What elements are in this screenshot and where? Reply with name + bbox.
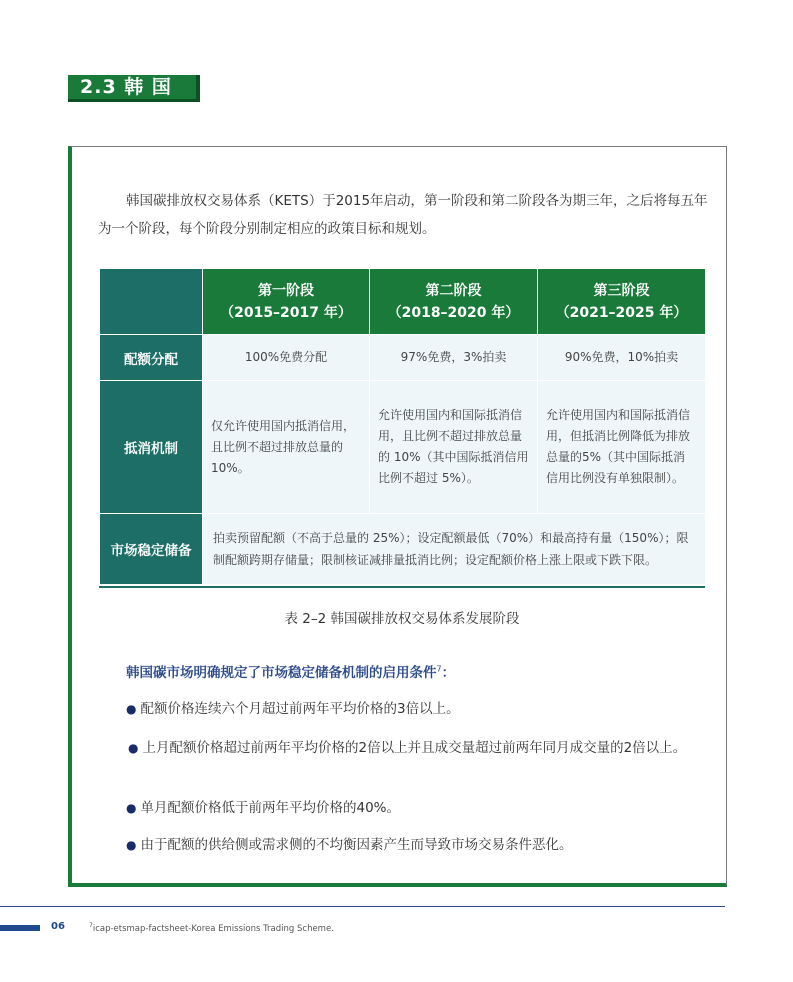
allocation-stage-2: 97%免费，3%拍卖 — [370, 335, 538, 381]
stage-years: （2021–2025 年） — [555, 304, 688, 321]
offset-stage-1: 仅允许使用国内抵消信用，且比例不超过排放总量的10%。 — [203, 381, 370, 514]
condition-item — [126, 696, 696, 723]
stage-header-1 — [203, 269, 370, 335]
conditions-heading — [126, 661, 455, 681]
footer-divider — [0, 906, 725, 907]
offset-stage-2: 允许使用国内和国际抵消信用，且比例不超过排放总量的 10%（其中国际抵消信用比例不超过 5%）。 — [370, 381, 538, 514]
conditions-heading-text: 韩国碳市场明确规定了市场稳定储备机制的启用条件 — [126, 665, 437, 681]
section-heading — [68, 75, 200, 102]
conditions-heading-colon: ： — [441, 665, 456, 681]
footnote-text: icap-etsmap-factsheet-Korea Emissions Trading Scheme. — [92, 923, 334, 934]
table-bottom-rule — [99, 586, 705, 588]
allocation-stage-3: 90%免费，10%拍卖 — [538, 335, 706, 381]
section-title: 2.3 韩 国 — [80, 76, 172, 98]
stage-name: 第一阶段 — [258, 282, 314, 299]
condition-text: 由于配额的供给侧或需求侧的不均衡因素产生而导致市场交易条件恶化。 — [140, 837, 573, 853]
bullet-icon: ● — [126, 801, 137, 815]
condition-text: 单月配额价格低于前两年平均价格的40%。 — [140, 800, 400, 816]
stage-header-3 — [538, 269, 706, 335]
stage-years: （2015–2017 年） — [220, 304, 352, 321]
footnote — [89, 922, 334, 934]
bullet-icon: ● — [128, 741, 139, 755]
row-label-allocation: 配额分配 — [100, 335, 203, 381]
allocation-stage-1: 100%免费分配 — [203, 335, 370, 381]
stages-table — [99, 268, 706, 585]
bullet-icon: ● — [126, 702, 137, 716]
condition-text: 上月配额价格超过前两年平均价格的2倍以上并且成交量超过前两年同月成交量的2倍以上。 — [142, 740, 687, 756]
offset-stage-3: 允许使用国内和国际抵消信用，但抵消比例降低为排放总量的5%（其中国际抵消信用比例没有单独限制）。 — [538, 381, 706, 514]
row-label-offset: 抵消机制 — [100, 381, 203, 514]
table-row-reserve — [100, 514, 706, 585]
table-row-offset — [100, 381, 706, 514]
stage-name: 第三阶段 — [593, 282, 650, 299]
stage-years: （2018–2020 年） — [387, 304, 520, 321]
table-header-row — [100, 269, 706, 335]
row-label-reserve: 市场稳定储备 — [100, 514, 203, 585]
condition-item — [86, 735, 706, 762]
footer-accent-bar — [0, 925, 40, 931]
page-number: 06 — [51, 921, 65, 932]
condition-item — [126, 795, 696, 822]
table-corner-cell — [100, 269, 203, 335]
table-row-allocation — [100, 335, 706, 381]
bullet-icon: ● — [126, 838, 137, 852]
footnote-reference: 7 — [436, 664, 442, 674]
intro-paragraph: 韩国碳排放权交易体系（KETS）于2015年启动，第一阶段和第二阶段各为期三年，之后将每五年为一个阶段，每个阶段分别制定相应的政策目标和规划。 — [98, 193, 708, 237]
reserve-value: 拍卖预留配额（不高于总量的 25%）；设定配额最低（70%）和最高持有量（150%）；限制配额跨期存储量；限制核证减排量抵消比例；设定配额价格上涨上限或下跌下限。 — [203, 514, 706, 585]
footnote-mark: 7 — [89, 922, 93, 929]
stage-name: 第二阶段 — [425, 282, 482, 299]
condition-item — [126, 832, 696, 859]
condition-text: 配额价格连续六个月超过前两年平均价格的3倍以上。 — [140, 701, 460, 717]
stage-header-2 — [370, 269, 538, 335]
content-box — [68, 146, 727, 887]
table-caption: 表 2–2 韩国碳排放权交易体系发展阶段 — [284, 611, 520, 627]
